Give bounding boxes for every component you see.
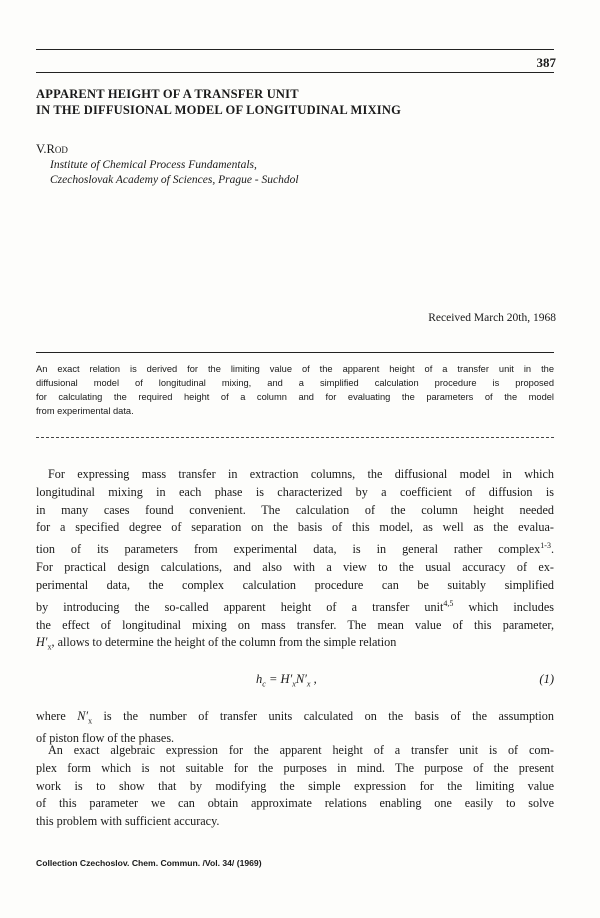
text-line: this problem with sufficient accuracy. xyxy=(36,814,220,829)
affiliation-line: Institute of Chemical Process Fundamentals, xyxy=(50,159,257,171)
text-line: of this parameter we can obtain approximate relations enabling one easily to solve xyxy=(36,796,554,811)
text-line: For practical design calculations, and also with a view to the usual accuracy of ex- xyxy=(36,560,554,575)
equation-1 xyxy=(0,672,600,692)
header-rule xyxy=(36,49,554,50)
abstract-line: An exact relation is derived for the limiting value of the apparent height of a transfer unit in the xyxy=(36,364,554,374)
page-number: 387 xyxy=(536,55,556,70)
text-line: $H'_x$, allows to determine the height of the column from the simple relation xyxy=(36,635,397,652)
abstract-line: from experimental data. xyxy=(36,406,134,416)
title-line: APPARENT HEIGHT OF A TRANSFER UNIT xyxy=(36,87,299,101)
affiliation-line: Czechoslovak Academy of Sciences, Prague - Suchdol xyxy=(50,174,299,186)
article-title xyxy=(36,86,556,118)
text-line: the effect of longitudinal mixing on mass transfer. The mean value of this parameter, xyxy=(36,617,554,632)
math-symbol: N′ xyxy=(77,709,89,723)
equation-expression: $h_c = H'_xN'_x$ , xyxy=(256,672,317,689)
text-line: of piston flow of the phases. xyxy=(36,731,175,746)
text-line: For expressing mass transfer in extraction columns, the diffusional model in which xyxy=(48,467,554,481)
text-line: for a specified degree of separation on the basis of this model, as well as the evalua- xyxy=(36,520,554,535)
paragraph-3 xyxy=(36,742,554,831)
title-line: IN THE DIFFUSIONAL MODEL OF LONGITUDINAL MIXING xyxy=(36,103,402,117)
author-affiliation xyxy=(50,158,299,188)
text-line: in many cases found convenient. The calculation of the column height needed xyxy=(36,502,554,517)
math-symbol: H′ xyxy=(36,635,48,650)
text-line: by introducing the so-called apparent height of a transfer unit$^{4,5}$ which includes xyxy=(36,598,554,614)
text-line: tion of its parameters from experimental data, is in general rather complex$^{1-3}$. xyxy=(36,541,554,557)
abstract xyxy=(36,362,554,418)
text-line: longitudinal mixing in each phase is characterized by a coefficient of diffusion is xyxy=(36,484,554,499)
abstract-rule-bottom xyxy=(36,437,554,438)
header-rule-lower xyxy=(36,72,554,73)
text-line: work is to show that by modifying the simple expression for the limiting value xyxy=(36,778,554,793)
equation-number: (1) xyxy=(539,672,554,686)
citation-ref: 4,5 xyxy=(443,598,454,608)
text-line: plex form which is not suitable for the purposes in mind. The purpose of the present xyxy=(36,760,554,775)
text-line: where $N'_x$ is the number of transfer units calculated on the basis of the assumption xyxy=(36,709,554,726)
paragraph-1 xyxy=(36,466,554,657)
abstract-line: for calculating the required height of a column and for evaluating the parameters of the model xyxy=(36,392,554,402)
text-line: An exact algebraic expression for the apparent height of a transfer unit is of com- xyxy=(48,743,554,757)
citation-ref: 1-3 xyxy=(540,541,551,551)
author-name: V.Rod xyxy=(36,142,68,156)
abstract-line: diffusional model of longitudinal mixing, and a simplified calculation procedure is proposed xyxy=(36,378,554,388)
text-line: perimental data, the complex calculation procedure can be suitably simplified xyxy=(36,577,554,592)
received-date: Received March 20th, 1968 xyxy=(428,312,556,324)
abstract-rule-top xyxy=(36,352,554,353)
journal-footer: Collection Czechoslov. Chem. Commun. /Vol. 34/ (1969) xyxy=(36,858,262,868)
